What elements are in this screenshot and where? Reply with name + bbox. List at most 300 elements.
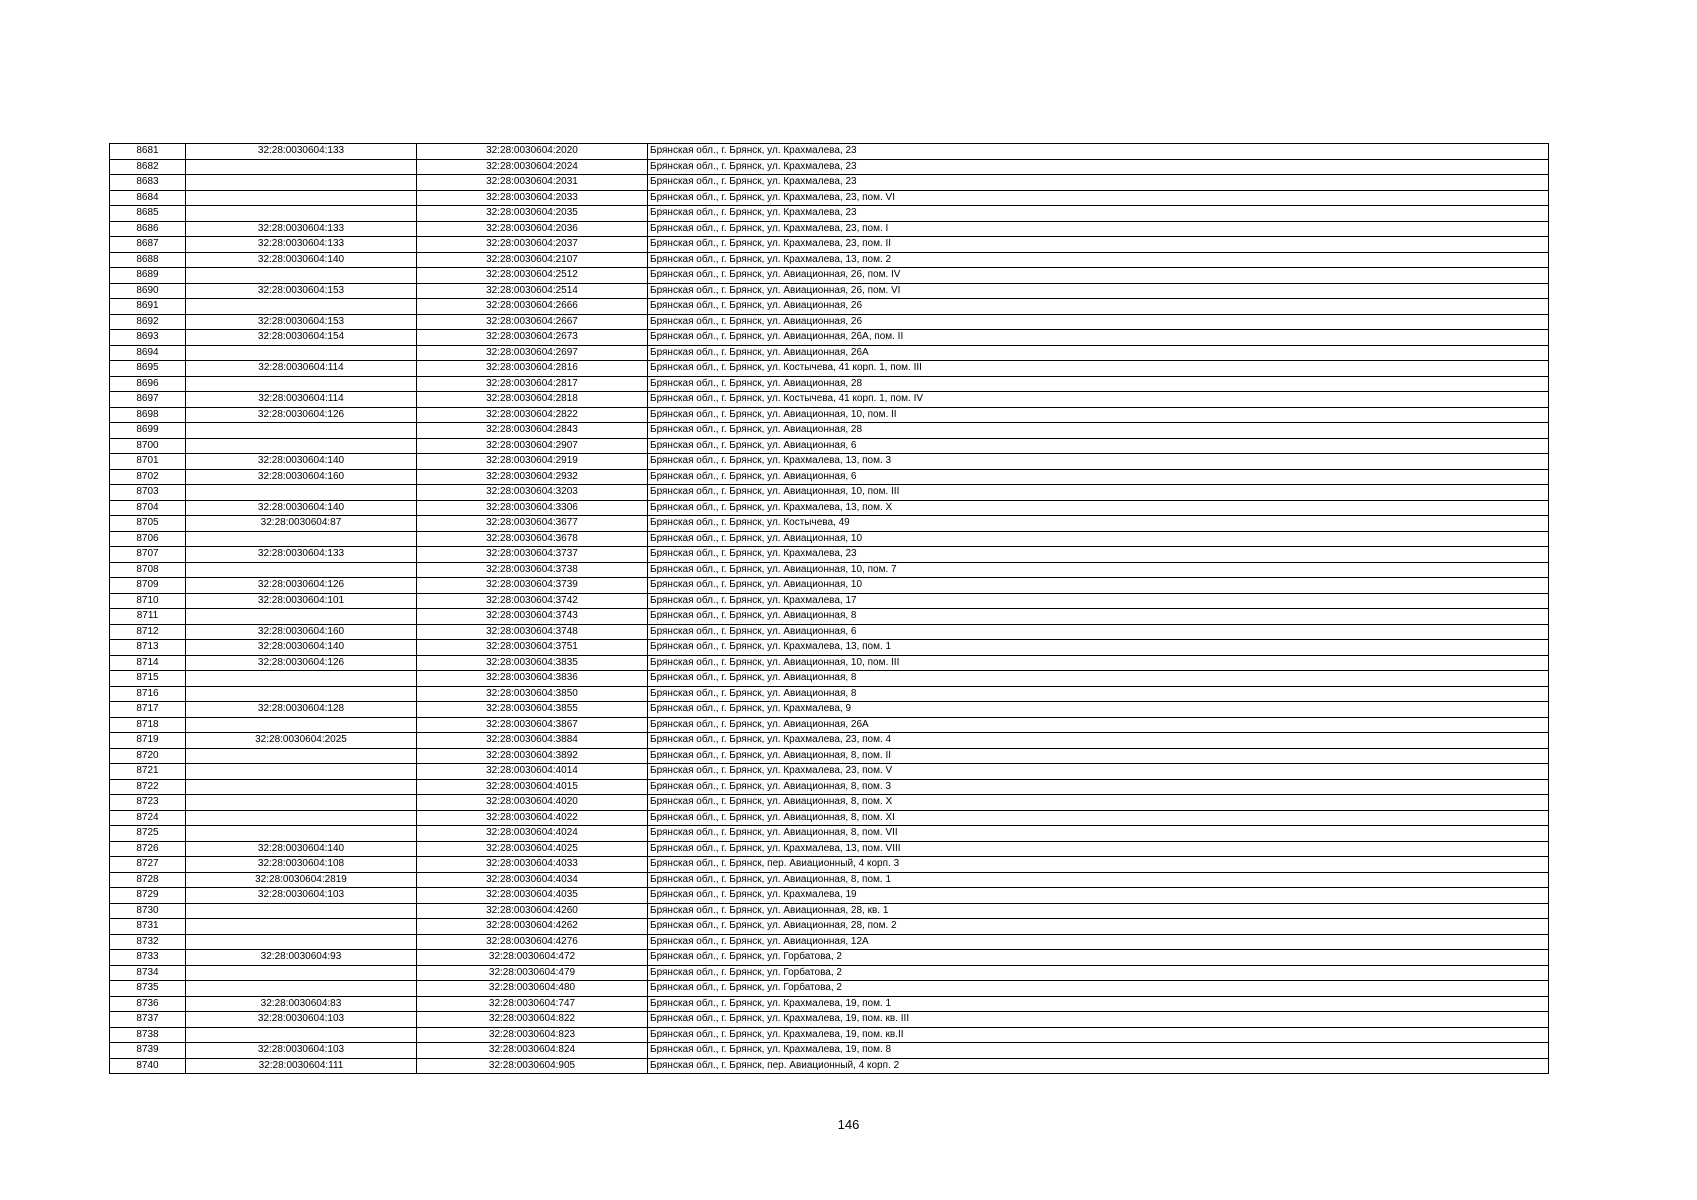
- table-row: [110, 469, 1549, 485]
- cadastral-number-cell: 32:28:0030604:3855: [417, 702, 648, 718]
- table-row: [110, 733, 1549, 749]
- row-number-cell: 8740: [110, 1058, 186, 1074]
- cadastral-number-cell: 32:28:0030604:823: [417, 1027, 648, 1043]
- row-number-cell: 8684: [110, 190, 186, 206]
- parent-cadastral-number-cell: [186, 826, 417, 842]
- address-cell: Брянская обл., г. Брянск, пер. Авиационный, 4 корп. 2: [648, 1058, 1549, 1074]
- cadastral-number-cell: 32:28:0030604:2817: [417, 376, 648, 392]
- parent-cadastral-number-cell: [186, 810, 417, 826]
- parent-cadastral-number-cell: 32:28:0030604:103: [186, 1043, 417, 1059]
- row-number-cell: 8714: [110, 655, 186, 671]
- row-number-cell: 8718: [110, 717, 186, 733]
- address-cell: Брянская обл., г. Брянск, ул. Авиационная, 8, пом. X: [648, 795, 1549, 811]
- table-row: [110, 655, 1549, 671]
- table-row: [110, 965, 1549, 981]
- table-row: [110, 1058, 1549, 1074]
- parent-cadastral-number-cell: [186, 268, 417, 284]
- address-cell: Брянская обл., г. Брянск, ул. Авиационная, 12А: [648, 934, 1549, 950]
- cadastral-number-cell: 32:28:0030604:2818: [417, 392, 648, 408]
- address-cell: Брянская обл., г. Брянск, ул. Крахмалева, 19: [648, 888, 1549, 904]
- address-cell: Брянская обл., г. Брянск, ул. Авиационная, 26: [648, 314, 1549, 330]
- cadastral-number-cell: 32:28:0030604:3306: [417, 500, 648, 516]
- table-row: [110, 252, 1549, 268]
- parent-cadastral-number-cell: 32:28:0030604:83: [186, 996, 417, 1012]
- row-number-cell: 8720: [110, 748, 186, 764]
- address-cell: Брянская обл., г. Брянск, ул. Крахмалева, 13, пом. 2: [648, 252, 1549, 268]
- address-cell: Брянская обл., г. Брянск, ул. Крахмалева, 19, пом. кв. III: [648, 1012, 1549, 1028]
- table-row: [110, 283, 1549, 299]
- cadastral-number-cell: 32:28:0030604:479: [417, 965, 648, 981]
- table-row: [110, 841, 1549, 857]
- row-number-cell: 8698: [110, 407, 186, 423]
- cadastral-number-cell: 32:28:0030604:2919: [417, 454, 648, 470]
- table-row: [110, 1043, 1549, 1059]
- parent-cadastral-number-cell: 32:28:0030604:140: [186, 841, 417, 857]
- parent-cadastral-number-cell: [186, 671, 417, 687]
- table-row: [110, 624, 1549, 640]
- parent-cadastral-number-cell: [186, 795, 417, 811]
- parent-cadastral-number-cell: [186, 175, 417, 191]
- table-row: [110, 485, 1549, 501]
- table-row: [110, 872, 1549, 888]
- table-row: [110, 438, 1549, 454]
- table-row: [110, 500, 1549, 516]
- address-cell: Брянская обл., г. Брянск, ул. Авиационная, 8, пом. XI: [648, 810, 1549, 826]
- address-cell: Брянская обл., г. Брянск, ул. Крахмалева, 23: [648, 206, 1549, 222]
- table-row: [110, 516, 1549, 532]
- cadastral-registry-table: [109, 143, 1549, 1074]
- row-number-cell: 8737: [110, 1012, 186, 1028]
- parent-cadastral-number-cell: [186, 717, 417, 733]
- address-cell: Брянская обл., г. Брянск, ул. Крахмалева, 19, пом. кв.II: [648, 1027, 1549, 1043]
- row-number-cell: 8733: [110, 950, 186, 966]
- parent-cadastral-number-cell: [186, 299, 417, 315]
- cadastral-number-cell: 32:28:0030604:4022: [417, 810, 648, 826]
- cadastral-number-cell: 32:28:0030604:3678: [417, 531, 648, 547]
- address-cell: Брянская обл., г. Брянск, ул. Авиационная, 10: [648, 578, 1549, 594]
- row-number-cell: 8736: [110, 996, 186, 1012]
- address-cell: Брянская обл., г. Брянск, ул. Костычева, 41 корп. 1, пом. III: [648, 361, 1549, 377]
- cadastral-number-cell: 32:28:0030604:824: [417, 1043, 648, 1059]
- row-number-cell: 8701: [110, 454, 186, 470]
- row-number-cell: 8735: [110, 981, 186, 997]
- parent-cadastral-number-cell: [186, 934, 417, 950]
- parent-cadastral-number-cell: 32:28:0030604:103: [186, 888, 417, 904]
- address-cell: Брянская обл., г. Брянск, ул. Костычева, 49: [648, 516, 1549, 532]
- parent-cadastral-number-cell: 32:28:0030604:108: [186, 857, 417, 873]
- address-cell: Брянская обл., г. Брянск, ул. Крахмалева, 23: [648, 144, 1549, 160]
- table-row: [110, 640, 1549, 656]
- parent-cadastral-number-cell: 32:28:0030604:160: [186, 624, 417, 640]
- row-number-cell: 8717: [110, 702, 186, 718]
- table-row: [110, 175, 1549, 191]
- parent-cadastral-number-cell: 32:28:0030604:103: [186, 1012, 417, 1028]
- table-row: [110, 562, 1549, 578]
- address-cell: Брянская обл., г. Брянск, ул. Крахмалева, 13, пом. 3: [648, 454, 1549, 470]
- table-row: [110, 826, 1549, 842]
- parent-cadastral-number-cell: [186, 609, 417, 625]
- address-cell: Брянская обл., г. Брянск, ул. Авиационная, 6: [648, 624, 1549, 640]
- cadastral-number-cell: 32:28:0030604:2037: [417, 237, 648, 253]
- table-row: [110, 144, 1549, 160]
- row-number-cell: 8689: [110, 268, 186, 284]
- table-row: [110, 159, 1549, 175]
- table-row: [110, 748, 1549, 764]
- row-number-cell: 8682: [110, 159, 186, 175]
- row-number-cell: 8732: [110, 934, 186, 950]
- cadastral-number-cell: 32:28:0030604:3677: [417, 516, 648, 532]
- address-cell: Брянская обл., г. Брянск, ул. Авиационная, 26, пом. VI: [648, 283, 1549, 299]
- parent-cadastral-number-cell: [186, 919, 417, 935]
- parent-cadastral-number-cell: [186, 190, 417, 206]
- parent-cadastral-number-cell: [186, 764, 417, 780]
- row-number-cell: 8699: [110, 423, 186, 439]
- address-cell: Брянская обл., г. Брянск, ул. Авиационная, 10, пом. III: [648, 655, 1549, 671]
- cadastral-number-cell: 32:28:0030604:2843: [417, 423, 648, 439]
- table-row: [110, 919, 1549, 935]
- row-number-cell: 8691: [110, 299, 186, 315]
- row-number-cell: 8690: [110, 283, 186, 299]
- table-row: [110, 702, 1549, 718]
- cadastral-number-cell: 32:28:0030604:4035: [417, 888, 648, 904]
- cadastral-number-cell: 32:28:0030604:2020: [417, 144, 648, 160]
- address-cell: Брянская обл., г. Брянск, ул. Авиационная, 6: [648, 469, 1549, 485]
- parent-cadastral-number-cell: 32:28:0030604:133: [186, 237, 417, 253]
- row-number-cell: 8738: [110, 1027, 186, 1043]
- row-number-cell: 8725: [110, 826, 186, 842]
- cadastral-number-cell: 32:28:0030604:4276: [417, 934, 648, 950]
- row-number-cell: 8710: [110, 593, 186, 609]
- cadastral-number-cell: 32:28:0030604:2036: [417, 221, 648, 237]
- cadastral-number-cell: 32:28:0030604:2667: [417, 314, 648, 330]
- cadastral-number-cell: 32:28:0030604:2666: [417, 299, 648, 315]
- table-row: [110, 361, 1549, 377]
- row-number-cell: 8687: [110, 237, 186, 253]
- cadastral-number-cell: 32:28:0030604:4034: [417, 872, 648, 888]
- cadastral-number-cell: 32:28:0030604:3884: [417, 733, 648, 749]
- table-row: [110, 779, 1549, 795]
- registry-table-body: [110, 144, 1549, 1074]
- table-row: [110, 950, 1549, 966]
- cadastral-number-cell: 32:28:0030604:905: [417, 1058, 648, 1074]
- cadastral-number-cell: 32:28:0030604:4262: [417, 919, 648, 935]
- parent-cadastral-number-cell: 32:28:0030604:140: [186, 640, 417, 656]
- table-row: [110, 764, 1549, 780]
- parent-cadastral-number-cell: 32:28:0030604:153: [186, 283, 417, 299]
- table-row: [110, 299, 1549, 315]
- table-row: [110, 1027, 1549, 1043]
- cadastral-number-cell: 32:28:0030604:4024: [417, 826, 648, 842]
- cadastral-number-cell: 32:28:0030604:2512: [417, 268, 648, 284]
- parent-cadastral-number-cell: 32:28:0030604:128: [186, 702, 417, 718]
- address-cell: Брянская обл., г. Брянск, ул. Крахмалева, 13, пом. VIII: [648, 841, 1549, 857]
- table-row: [110, 330, 1549, 346]
- address-cell: Брянская обл., г. Брянск, ул. Крахмалева, 19, пом. 8: [648, 1043, 1549, 1059]
- address-cell: Брянская обл., г. Брянск, ул. Авиационная, 8: [648, 671, 1549, 687]
- parent-cadastral-number-cell: [186, 965, 417, 981]
- row-number-cell: 8721: [110, 764, 186, 780]
- address-cell: Брянская обл., г. Брянск, ул. Авиационная, 10, пом. III: [648, 485, 1549, 501]
- table-row: [110, 268, 1549, 284]
- table-row: [110, 314, 1549, 330]
- parent-cadastral-number-cell: [186, 562, 417, 578]
- row-number-cell: 8711: [110, 609, 186, 625]
- parent-cadastral-number-cell: 32:28:0030604:87: [186, 516, 417, 532]
- parent-cadastral-number-cell: 32:28:0030604:160: [186, 469, 417, 485]
- address-cell: Брянская обл., г. Брянск, ул. Авиационная, 28, пом. 2: [648, 919, 1549, 935]
- parent-cadastral-number-cell: [186, 531, 417, 547]
- table-row: [110, 857, 1549, 873]
- address-cell: Брянская обл., г. Брянск, ул. Крахмалева, 17: [648, 593, 1549, 609]
- parent-cadastral-number-cell: [186, 345, 417, 361]
- table-row: [110, 190, 1549, 206]
- parent-cadastral-number-cell: [186, 903, 417, 919]
- parent-cadastral-number-cell: 32:28:0030604:2819: [186, 872, 417, 888]
- parent-cadastral-number-cell: 32:28:0030604:101: [186, 593, 417, 609]
- table-row: [110, 671, 1549, 687]
- table-row: [110, 392, 1549, 408]
- table-row: [110, 981, 1549, 997]
- cadastral-number-cell: 32:28:0030604:3867: [417, 717, 648, 733]
- address-cell: Брянская обл., г. Брянск, ул. Авиационная, 26А: [648, 345, 1549, 361]
- row-number-cell: 8715: [110, 671, 186, 687]
- row-number-cell: 8726: [110, 841, 186, 857]
- cadastral-number-cell: 32:28:0030604:3738: [417, 562, 648, 578]
- table-row: [110, 903, 1549, 919]
- cadastral-number-cell: 32:28:0030604:2024: [417, 159, 648, 175]
- cadastral-number-cell: 32:28:0030604:3748: [417, 624, 648, 640]
- row-number-cell: 8686: [110, 221, 186, 237]
- table-row: [110, 423, 1549, 439]
- parent-cadastral-number-cell: 32:28:0030604:114: [186, 392, 417, 408]
- row-number-cell: 8697: [110, 392, 186, 408]
- parent-cadastral-number-cell: 32:28:0030604:2025: [186, 733, 417, 749]
- parent-cadastral-number-cell: [186, 1027, 417, 1043]
- address-cell: Брянская обл., г. Брянск, ул. Авиационная, 8, пом. 3: [648, 779, 1549, 795]
- cadastral-number-cell: 32:28:0030604:4015: [417, 779, 648, 795]
- cadastral-number-cell: 32:28:0030604:3850: [417, 686, 648, 702]
- page-number: 146: [837, 1117, 860, 1132]
- parent-cadastral-number-cell: 32:28:0030604:133: [186, 221, 417, 237]
- row-number-cell: 8727: [110, 857, 186, 873]
- table-row: [110, 609, 1549, 625]
- address-cell: Брянская обл., г. Брянск, ул. Авиационная, 26А: [648, 717, 1549, 733]
- cadastral-number-cell: 32:28:0030604:2035: [417, 206, 648, 222]
- address-cell: Брянская обл., г. Брянск, ул. Авиационная, 10, пом. 7: [648, 562, 1549, 578]
- row-number-cell: 8722: [110, 779, 186, 795]
- row-number-cell: 8702: [110, 469, 186, 485]
- row-number-cell: 8706: [110, 531, 186, 547]
- address-cell: Брянская обл., г. Брянск, ул. Крахмалева, 23: [648, 547, 1549, 563]
- table-row: [110, 531, 1549, 547]
- parent-cadastral-number-cell: [186, 438, 417, 454]
- table-row: [110, 795, 1549, 811]
- address-cell: Брянская обл., г. Брянск, ул. Горбатова, 2: [648, 965, 1549, 981]
- table-row: [110, 578, 1549, 594]
- table-row: [110, 686, 1549, 702]
- table-row: [110, 593, 1549, 609]
- parent-cadastral-number-cell: [186, 376, 417, 392]
- parent-cadastral-number-cell: 32:28:0030604:140: [186, 252, 417, 268]
- row-number-cell: 8723: [110, 795, 186, 811]
- parent-cadastral-number-cell: [186, 981, 417, 997]
- row-number-cell: 8728: [110, 872, 186, 888]
- parent-cadastral-number-cell: [186, 748, 417, 764]
- row-number-cell: 8730: [110, 903, 186, 919]
- parent-cadastral-number-cell: 32:28:0030604:111: [186, 1058, 417, 1074]
- row-number-cell: 8705: [110, 516, 186, 532]
- address-cell: Брянская обл., г. Брянск, ул. Авиационная, 26: [648, 299, 1549, 315]
- parent-cadastral-number-cell: 32:28:0030604:140: [186, 500, 417, 516]
- parent-cadastral-number-cell: 32:28:0030604:133: [186, 547, 417, 563]
- row-number-cell: 8707: [110, 547, 186, 563]
- parent-cadastral-number-cell: [186, 485, 417, 501]
- row-number-cell: 8688: [110, 252, 186, 268]
- cadastral-number-cell: 32:28:0030604:2697: [417, 345, 648, 361]
- address-cell: Брянская обл., г. Брянск, ул. Авиационная, 8, пом. VII: [648, 826, 1549, 842]
- parent-cadastral-number-cell: [186, 686, 417, 702]
- cadastral-number-cell: 32:28:0030604:2932: [417, 469, 648, 485]
- cadastral-number-cell: 32:28:0030604:3743: [417, 609, 648, 625]
- cadastral-number-cell: 32:28:0030604:3737: [417, 547, 648, 563]
- cadastral-number-cell: 32:28:0030604:3742: [417, 593, 648, 609]
- parent-cadastral-number-cell: 32:28:0030604:114: [186, 361, 417, 377]
- row-number-cell: 8709: [110, 578, 186, 594]
- row-number-cell: 8729: [110, 888, 186, 904]
- row-number-cell: 8692: [110, 314, 186, 330]
- row-number-cell: 8739: [110, 1043, 186, 1059]
- row-number-cell: 8712: [110, 624, 186, 640]
- address-cell: Брянская обл., г. Брянск, ул. Крахмалева, 23, пом. II: [648, 237, 1549, 253]
- table-row: [110, 345, 1549, 361]
- address-cell: Брянская обл., г. Брянск, ул. Авиационная, 28, кв. 1: [648, 903, 1549, 919]
- cadastral-number-cell: 32:28:0030604:2031: [417, 175, 648, 191]
- cadastral-number-cell: 32:28:0030604:3892: [417, 748, 648, 764]
- cadastral-number-cell: 32:28:0030604:472: [417, 950, 648, 966]
- cadastral-number-cell: 32:28:0030604:3739: [417, 578, 648, 594]
- row-number-cell: 8696: [110, 376, 186, 392]
- cadastral-number-cell: 32:28:0030604:2673: [417, 330, 648, 346]
- address-cell: Брянская обл., г. Брянск, ул. Крахмалева, 23, пом. 4: [648, 733, 1549, 749]
- address-cell: Брянская обл., г. Брянск, ул. Крахмалева, 19, пом. 1: [648, 996, 1549, 1012]
- row-number-cell: 8734: [110, 965, 186, 981]
- table-row: [110, 996, 1549, 1012]
- cadastral-number-cell: 32:28:0030604:3203: [417, 485, 648, 501]
- cadastral-number-cell: 32:28:0030604:2822: [417, 407, 648, 423]
- row-number-cell: 8685: [110, 206, 186, 222]
- cadastral-number-cell: 32:28:0030604:2816: [417, 361, 648, 377]
- address-cell: Брянская обл., г. Брянск, ул. Авиационная, 6: [648, 438, 1549, 454]
- table-row: [110, 206, 1549, 222]
- address-cell: Брянская обл., г. Брянск, ул. Авиационная, 8: [648, 686, 1549, 702]
- parent-cadastral-number-cell: [186, 206, 417, 222]
- address-cell: Брянская обл., г. Брянск, ул. Горбатова, 2: [648, 981, 1549, 997]
- parent-cadastral-number-cell: 32:28:0030604:154: [186, 330, 417, 346]
- parent-cadastral-number-cell: 32:28:0030604:126: [186, 578, 417, 594]
- cadastral-number-cell: 32:28:0030604:2033: [417, 190, 648, 206]
- parent-cadastral-number-cell: 32:28:0030604:93: [186, 950, 417, 966]
- cadastral-number-cell: 32:28:0030604:2907: [417, 438, 648, 454]
- table-row: [110, 810, 1549, 826]
- address-cell: Брянская обл., г. Брянск, ул. Костычева, 41 корп. 1, пом. IV: [648, 392, 1549, 408]
- cadastral-number-cell: 32:28:0030604:2107: [417, 252, 648, 268]
- table-row: [110, 454, 1549, 470]
- row-number-cell: 8693: [110, 330, 186, 346]
- address-cell: Брянская обл., г. Брянск, ул. Авиационная, 8: [648, 609, 1549, 625]
- address-cell: Брянская обл., г. Брянск, ул. Крахмалева, 23: [648, 159, 1549, 175]
- cadastral-number-cell: 32:28:0030604:3751: [417, 640, 648, 656]
- table-row: [110, 934, 1549, 950]
- address-cell: Брянская обл., г. Брянск, ул. Крахмалева, 23, пом. VI: [648, 190, 1549, 206]
- cadastral-number-cell: 32:28:0030604:822: [417, 1012, 648, 1028]
- table-row: [110, 888, 1549, 904]
- cadastral-number-cell: 32:28:0030604:4260: [417, 903, 648, 919]
- table-row: [110, 547, 1549, 563]
- address-cell: Брянская обл., г. Брянск, ул. Авиационная, 26А, пом. II: [648, 330, 1549, 346]
- cadastral-number-cell: 32:28:0030604:480: [417, 981, 648, 997]
- parent-cadastral-number-cell: [186, 159, 417, 175]
- row-number-cell: 8694: [110, 345, 186, 361]
- cadastral-number-cell: 32:28:0030604:3836: [417, 671, 648, 687]
- cadastral-number-cell: 32:28:0030604:3835: [417, 655, 648, 671]
- table-row: [110, 717, 1549, 733]
- address-cell: Брянская обл., г. Брянск, ул. Авиационная, 10: [648, 531, 1549, 547]
- table-row: [110, 1012, 1549, 1028]
- row-number-cell: 8683: [110, 175, 186, 191]
- parent-cadastral-number-cell: 32:28:0030604:126: [186, 655, 417, 671]
- row-number-cell: 8731: [110, 919, 186, 935]
- row-number-cell: 8724: [110, 810, 186, 826]
- cadastral-number-cell: 32:28:0030604:4033: [417, 857, 648, 873]
- table-row: [110, 237, 1549, 253]
- table-row: [110, 407, 1549, 423]
- address-cell: Брянская обл., г. Брянск, ул. Крахмалева, 23: [648, 175, 1549, 191]
- parent-cadastral-number-cell: 32:28:0030604:133: [186, 144, 417, 160]
- row-number-cell: 8713: [110, 640, 186, 656]
- address-cell: Брянская обл., г. Брянск, ул. Крахмалева, 9: [648, 702, 1549, 718]
- row-number-cell: 8708: [110, 562, 186, 578]
- address-cell: Брянская обл., г. Брянск, ул. Крахмалева, 13, пом. 1: [648, 640, 1549, 656]
- address-cell: Брянская обл., г. Брянск, ул. Авиационная, 26, пом. IV: [648, 268, 1549, 284]
- parent-cadastral-number-cell: 32:28:0030604:126: [186, 407, 417, 423]
- parent-cadastral-number-cell: [186, 423, 417, 439]
- parent-cadastral-number-cell: 32:28:0030604:153: [186, 314, 417, 330]
- address-cell: Брянская обл., г. Брянск, ул. Крахмалева, 23, пом. V: [648, 764, 1549, 780]
- address-cell: Брянская обл., г. Брянск, ул. Авиационная, 10, пом. II: [648, 407, 1549, 423]
- row-number-cell: 8716: [110, 686, 186, 702]
- row-number-cell: 8700: [110, 438, 186, 454]
- address-cell: Брянская обл., г. Брянск, ул. Авиационная, 8, пом. II: [648, 748, 1549, 764]
- parent-cadastral-number-cell: [186, 779, 417, 795]
- row-number-cell: 8719: [110, 733, 186, 749]
- address-cell: Брянская обл., г. Брянск, ул. Крахмалева, 23, пом. I: [648, 221, 1549, 237]
- address-cell: Брянская обл., г. Брянск, пер. Авиационный, 4 корп. 3: [648, 857, 1549, 873]
- address-cell: Брянская обл., г. Брянск, ул. Крахмалева, 13, пом. X: [648, 500, 1549, 516]
- row-number-cell: 8681: [110, 144, 186, 160]
- table-row: [110, 221, 1549, 237]
- row-number-cell: 8704: [110, 500, 186, 516]
- cadastral-number-cell: 32:28:0030604:4014: [417, 764, 648, 780]
- address-cell: Брянская обл., г. Брянск, ул. Авиационная, 28: [648, 423, 1549, 439]
- cadastral-number-cell: 32:28:0030604:4020: [417, 795, 648, 811]
- address-cell: Брянская обл., г. Брянск, ул. Горбатова, 2: [648, 950, 1549, 966]
- parent-cadastral-number-cell: 32:28:0030604:140: [186, 454, 417, 470]
- address-cell: Брянская обл., г. Брянск, ул. Авиационная, 8, пом. 1: [648, 872, 1549, 888]
- cadastral-number-cell: 32:28:0030604:747: [417, 996, 648, 1012]
- table-row: [110, 376, 1549, 392]
- address-cell: Брянская обл., г. Брянск, ул. Авиационная, 28: [648, 376, 1549, 392]
- cadastral-number-cell: 32:28:0030604:2514: [417, 283, 648, 299]
